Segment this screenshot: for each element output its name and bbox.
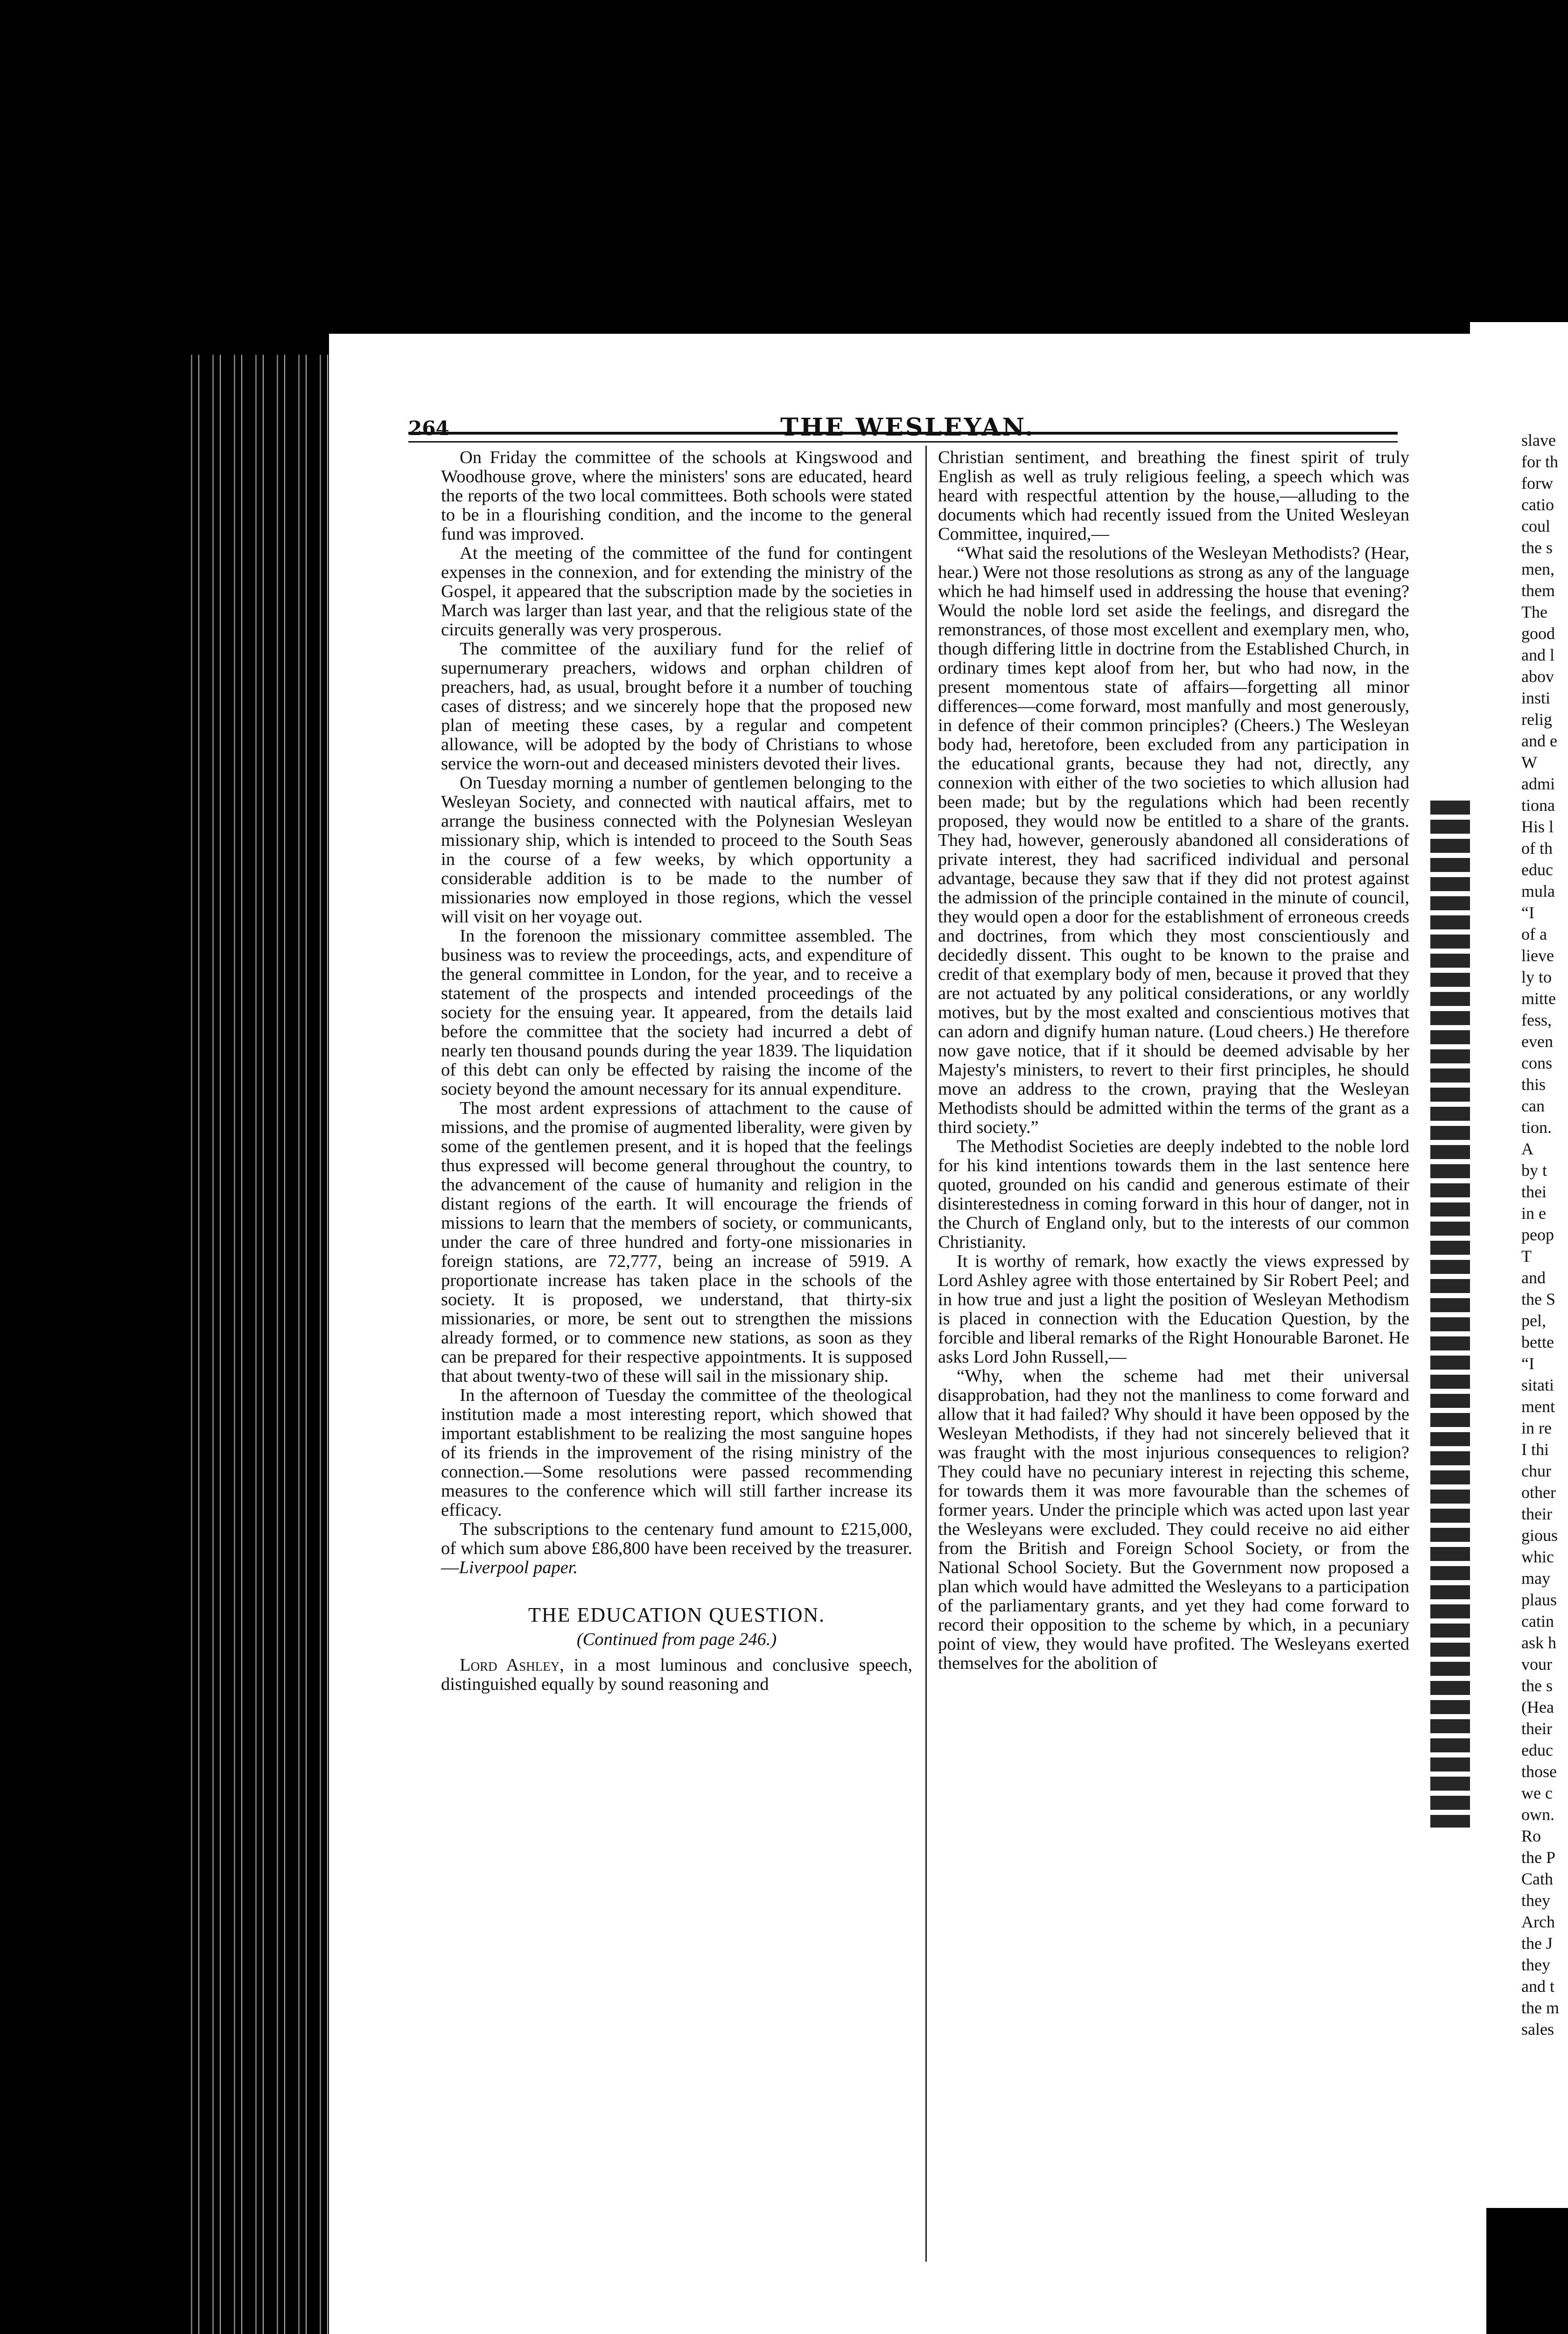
facing-page-line: admi [1521, 774, 1555, 793]
facing-page-line: for th [1521, 452, 1558, 471]
facing-page-line: peop [1521, 1225, 1554, 1244]
facing-page-line: T [1521, 1247, 1532, 1265]
facing-page-line: the J [1521, 1934, 1553, 1953]
facing-page-line: the m [1521, 1998, 1559, 2017]
facing-page-line: “I [1521, 1354, 1534, 1373]
facing-page-line: of th [1521, 839, 1553, 858]
facing-page-line: good [1521, 624, 1555, 643]
facing-page-line: plaus [1521, 1590, 1557, 1609]
facing-page-line: (Hea [1521, 1698, 1554, 1716]
facing-page-fragment [1470, 322, 1568, 2208]
book-spine-edge [184, 355, 338, 2334]
facing-page-line: sales [1521, 2020, 1554, 2039]
paragraph: Christian sentiment, and breathing the finest spirit of truly English as well as truly religious feeling, a speech which was heard with respectful attention by the house,—alluding to the documents which had recently issued from the United Wesleyan Committee, inquired,— [938, 448, 1409, 544]
facing-page-line: vour [1521, 1655, 1552, 1673]
facing-page-line: can [1521, 1097, 1545, 1115]
facing-page-line: them [1521, 581, 1555, 600]
left-column [441, 448, 912, 1694]
facing-page-line: lieve [1521, 946, 1554, 965]
facing-page-line: the S [1521, 1290, 1556, 1308]
facing-page-line: other [1521, 1483, 1556, 1502]
facing-page-line: tiona [1521, 796, 1555, 815]
paragraph-text: in a most luminous and conclusive speech, distinguished equally by sound reasoning and [441, 1655, 912, 1694]
paragraph: On Tuesday morning a number of gentlemen belonging to the Wesleyan Society, and connected with nautical affairs, met to arrange the business connected with the Polynesian Wesleyan missionary ship, which is intended to proceed to the South Seas in the course of a few weeks, by which opportunity a considerable addition is to be made to the number of missionaries now employed in those regions, which the vessel will visit on her voyage out. [441, 773, 912, 927]
facing-page-line: gious [1521, 1526, 1558, 1545]
facing-page-line: educ [1521, 860, 1553, 879]
facing-page-line: own. [1521, 1805, 1554, 1824]
paragraph: In the afternoon of Tuesday the committee of the theological institution made a most interesting report, which showed that important establishment to be realizing the most sanguine hopes of its friends in the improvement of the rising ministry of the connection.—Some resolutions were passed recommending measures to the conference which will still farther increase its efficacy. [441, 1385, 912, 1520]
paragraph: It is worthy of remark, how exactly the views expressed by Lord Ashley agree with those entertained by Sir Robert Peel; and in how true and just a light the position of Wesleyan Methodism is placed in connection with the Education Question, by the forcible and liberal remarks of the Right Honourable Baronet. He asks Lord John Russell,— [938, 1251, 1409, 1367]
facing-page-line: men, [1521, 560, 1554, 578]
facing-page-line: their [1521, 1504, 1552, 1523]
facing-page-line: even [1521, 1032, 1553, 1051]
paragraph: “Why, when the scheme had met their universal disapprobation, had they not the manliness to come forward and allow that it had failed? Why should it have been opposed by the Wesleyan Methodists, if they had not sincerely believed that it was fraught with the most injurious consequences to religion? They could have no pecuniary interest in rejecting this scheme, for towards them it was more favourable than the schemes of former years. Under the principle which was acted upon last year the Wesleyans were excluded. They could receive no aid either from the British and Foreign School Society, or from the National School Society. But the Government now proposed a plan which would have admitted the Wesleyans to a participation of the parliamentary grants, and yet they had come forward to record their opposition to the scheme by which, in a pecuniary point of view, they would have profited. The Wesleyans exerted themselves for the abolition of [938, 1366, 1409, 1673]
facing-page-line: the s [1521, 1676, 1553, 1695]
facing-page-line: educ [1521, 1741, 1553, 1759]
facing-page-line: Arch [1521, 1912, 1555, 1931]
facing-page-line: “I [1521, 903, 1534, 922]
section-heading: THE EDUCATION QUESTION. [528, 1603, 826, 1626]
facing-page-line: ment [1521, 1397, 1555, 1416]
paragraph: At the meeting of the committee of the fund for contingent expenses in the connexion, and for extending the ministry of the Gospel, it appeared that the subscription made by the societies in March was larger than last year, and that the religious state of the circuits generally was very prosperous. [441, 543, 912, 640]
facing-page-line: Cath [1521, 1870, 1553, 1888]
paragraph: The committee of the auxiliary fund for the relief of supernumerary preachers, widows and orphan children of preachers, had, as usual, brought before it a number of touching cases of distress; and we sincerely hope that the proposed new plan of meeting these cases, by a regular and competent allowance, will be adopted by the body of Christians to whose service the worn-out and deceased ministers devoted their lives. [441, 639, 912, 773]
paragraph-text: The subscriptions to the centenary fund amount to £215,000, of which sum above £86,800 have been received by the treasurer.— [441, 1519, 912, 1577]
paragraph: “What said the resolutions of the Wesleyan Methodists? (Hear, hear.) Were not those resolutions as strong as any of the language which he had himself used in addressing the house that evening? Would the noble lord set aside the feelings, and disregard the remonstrances, of those most excellent and exemplary men, who, though differing little in doctrine from the Established Church, in ordinary times kept aloof from her, but who had now, in the present momentous state of affairs—forgetting all minor differences—come forward, most manfully and most generously, in defence of their common principles? (Cheers.) The Wesleyan body had, heretofore, been excluded from any participation in the educational grants, because they had not, directly, any connexion with either of the two societies to which allusion had been made; but by the regulations which had been recently proposed, they would now be entitled to a share of the grants. They had, however, generously abandoned all considerations of private interest, they had sacrificed individual and personal advantage, because they saw that if they did not protest against the admission of the principle contained in the minute of council, they would open a door for the establishment of erroneous creeds and doctrines, from which they most conscientiously and decidedly dissent. This ought to be known to the praise and credit of that exemplary body of men, because it proved that they are not actuated by any political considerations, or any worldly motives, but by the most exalted and conscientious motives that can adorn and dignify human nature. (Loud cheers.) He therefore now gave notice, that if it should be deemed advisable by her Majesty's ministers, to revert to their first principles, he should move an address to the crown, praying that the Wesleyan Methodists should be admitted within the terms of the grant as a third society.” [938, 543, 1409, 1137]
facing-page-line: catio [1521, 495, 1554, 514]
column-divider [925, 446, 927, 2262]
source-citation: Liverpool paper. [459, 1558, 578, 1577]
facing-page-line: The [1521, 603, 1547, 621]
facing-page-line: ly to [1521, 968, 1552, 986]
book-page [329, 334, 1486, 2334]
facing-page-line: His l [1521, 817, 1554, 836]
facing-page-line: bette [1521, 1333, 1554, 1351]
speaker-name: Lord Ashley, [460, 1655, 564, 1675]
facing-page-line: sitati [1521, 1376, 1554, 1394]
facing-page-line: may [1521, 1569, 1550, 1588]
facing-page-line: fess, [1521, 1011, 1552, 1029]
facing-page-line: we c [1521, 1784, 1553, 1802]
paragraph [441, 1520, 912, 1577]
facing-page-line: abov [1521, 667, 1554, 686]
facing-page-line: and t [1521, 1977, 1554, 1996]
facing-page-line: mula [1521, 882, 1555, 900]
facing-page-line: relig [1521, 710, 1552, 729]
facing-page-line: forw [1521, 474, 1553, 492]
facing-page-line: mitte [1521, 989, 1556, 1008]
facing-page-line: they [1521, 1891, 1550, 1910]
paragraph [441, 1656, 912, 1694]
facing-page-line: by t [1521, 1161, 1547, 1180]
facing-page-line: chur [1521, 1462, 1551, 1480]
facing-page-line: W [1521, 753, 1537, 772]
facing-page-line: A [1521, 1139, 1533, 1158]
facing-page-line: whic [1521, 1547, 1554, 1566]
paragraph: The most ardent expressions of attachment to the cause of missions, and the promise of augmented liberality, were given by some of the gentlemen present, and it is hoped that the feelings thus expressed will become general throughout the country, to the advancement of the cause of humanity and religion in the distant regions of the earth. It will encourage the friends of missions to learn that the members of society, or communicants, under the care of three hundred and forty-one missionaries in foreign stations, are 72,777, being an increase of 5919. A proportionate increase has taken place in the schools of the society. It is proposed, we understand, that thirty-six missionaries, or more, be sent out to strengthen the missions already formed, or to commence new stations, as soon as they can be prepared for their respective appointments. It is supposed that about twenty-two of these will sail in the missionary ship. [441, 1098, 912, 1386]
facing-page-line: pel, [1521, 1311, 1546, 1330]
right-column [938, 448, 1409, 1673]
facing-page-line: ask h [1521, 1633, 1556, 1652]
facing-page-line: Ro [1521, 1827, 1541, 1845]
facing-page-line: I thi [1521, 1440, 1549, 1459]
facing-page-line: in e [1521, 1204, 1546, 1223]
facing-page-line: coul [1521, 517, 1550, 535]
facing-page-line: and e [1521, 731, 1557, 750]
paragraph: On Friday the committee of the schools at Kingswood and Woodhouse grove, where the ministers' sons are educated, heard the reports of the two local committees. Both schools were stated to be in a flourishing condition, and the income to the general fund was improved. [441, 448, 912, 544]
facing-page-line: they [1521, 1955, 1550, 1974]
facing-page-line: those [1521, 1762, 1557, 1781]
facing-page-line: the P [1521, 1848, 1556, 1867]
paragraph: In the forenoon the missionary committee assembled. The business was to review the proceedings, acts, and expenditure of the general committee in London, for the year, and to receive a statement of the prospects and intended proceedings of the society for the ensuing year. It appeared, from the details laid before the committee that the society had incurred a debt of nearly ten thousand pounds during the year 1839. The liquidation of this debt can only be effected by raising the income of the society beyond the amount necessary for its annual expenditure. [441, 926, 912, 1099]
facing-page-line: and l [1521, 646, 1554, 664]
facing-page-line: thei [1521, 1182, 1547, 1201]
facing-page-line: tion. [1521, 1118, 1552, 1137]
facing-page-line: slave [1521, 431, 1556, 450]
running-title: THE WESLEYAN. [780, 413, 1035, 442]
section-subheading: (Continued from page 246.) [576, 1630, 777, 1649]
facing-page-line: and [1521, 1268, 1546, 1287]
facing-page-line: this [1521, 1075, 1546, 1094]
facing-page-line: cons [1521, 1054, 1552, 1072]
facing-page-line: their [1521, 1719, 1552, 1738]
facing-page-line: the s [1521, 538, 1553, 557]
facing-page-line: in re [1521, 1419, 1552, 1437]
page-number: 264 [408, 417, 449, 440]
header-rule [408, 432, 1398, 443]
paragraph: The Methodist Societies are deeply indebted to the noble lord for his kind intentions towards them in the last sentence here quoted, grounded on his candid and generous estimate of their disinterestedness in coming forward in this hour of danger, not in the Church of England only, but to the interests of our common Christianity. [938, 1137, 1409, 1252]
facing-page-line: of a [1521, 925, 1547, 943]
facing-page-line: insti [1521, 689, 1551, 707]
facing-page-line: catin [1521, 1612, 1554, 1631]
